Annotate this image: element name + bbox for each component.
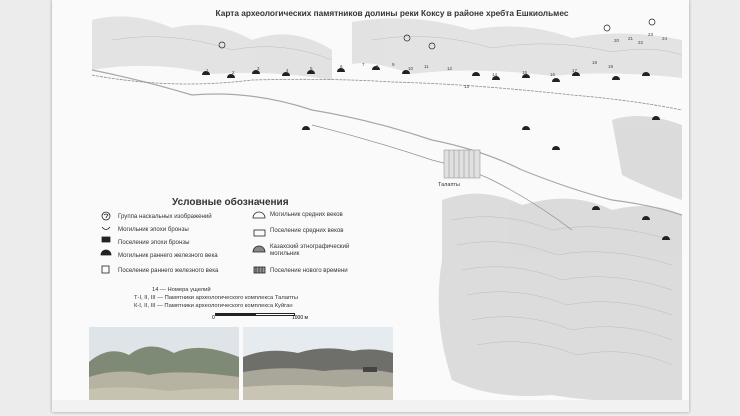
talapty-settlement-block (444, 150, 480, 178)
scale-end-label: 1000 м (292, 315, 308, 321)
gorge-number: 18 (592, 60, 598, 65)
legend-item-iron-cemetery (118, 252, 218, 259)
map-title: Карта археологических памятников долины реки Коксу в районе хребта Ешкиольмес (215, 8, 569, 18)
note-gorge-numbers: 14 — Номера ущелий (152, 287, 211, 293)
gorge-number: 19 (608, 64, 614, 69)
note-talapty-complex: Т-I, II, III — Памятники археологического комплекса Талапты (134, 295, 298, 301)
note-kuigan-complex: К-I, II, III — Памятники археологического комплекса Куйган (134, 303, 293, 309)
gorge-number: 11 (424, 64, 429, 69)
gorge-number: 1 (206, 68, 209, 73)
legend-label: Поселение нового времени (270, 267, 348, 274)
gorge-number: 9 (392, 62, 395, 67)
river (92, 70, 682, 215)
scale-bar (212, 310, 308, 324)
legend-item-kazakh-cemetery (270, 243, 380, 257)
legend-title: Условные обозначения (172, 197, 289, 208)
gorge-number: 24 (662, 36, 668, 41)
gorge-number: 22 (638, 40, 644, 45)
legend-item-medieval-cemetery (270, 211, 343, 218)
gorge-number: 23 (648, 32, 654, 37)
gorge-number: 4 (286, 68, 289, 73)
gorge-number: 7 (362, 62, 365, 67)
legend-item-iron-settlement (118, 267, 218, 274)
legend-label: Поселение эпохи бронзы (118, 239, 190, 246)
legend-label: Поселение раннего железного века (118, 267, 219, 274)
road-main (92, 75, 682, 110)
legend-item-bronze-settlement (118, 239, 189, 246)
legend-label: Поселение средних веков (270, 227, 344, 234)
gorge-number: 20 (614, 38, 620, 43)
page-footer-strip (52, 400, 689, 412)
gorge-number: 2 (232, 70, 235, 75)
landscape-photo-1 (89, 327, 239, 402)
legend-item-rock-art (118, 213, 212, 220)
gorge-number: 13 (464, 84, 470, 89)
landscape-photo-2 (243, 327, 393, 402)
scale-bar-black (215, 313, 255, 316)
scale-start-label: 0 (212, 315, 215, 321)
legend-label: Группа наскальных изображений (118, 213, 212, 220)
legend-item-bronze-cemetery (118, 226, 189, 233)
scale-bar-white (255, 313, 295, 316)
place-label-talapty: Талапты (438, 182, 460, 188)
gorge-number: 5 (310, 66, 313, 71)
legend-label: Могильник эпохи бронзы (118, 226, 189, 233)
gorge-number: 8 (376, 64, 379, 69)
legend-item-modern-settlement (270, 267, 348, 274)
gorge-number: 12 (447, 66, 453, 71)
gorge-number: 16 (550, 72, 556, 77)
legend-label: Могильник средних веков (270, 211, 343, 218)
legend-label: Могильник раннего железного века (118, 252, 218, 259)
map-sheet (52, 0, 689, 412)
gorge-number: 21 (628, 36, 634, 41)
gorge-number: 6 (340, 64, 343, 69)
gorge-number: 15 (522, 70, 528, 75)
legend-item-medieval-settlement (270, 227, 343, 234)
gorge-number: 3 (257, 66, 260, 71)
gorge-number: 14 (492, 72, 498, 77)
gorge-number: 10 (408, 66, 414, 71)
gorge-number: 17 (572, 68, 578, 73)
legend-label: Казахский этнографический могильник (270, 243, 350, 257)
